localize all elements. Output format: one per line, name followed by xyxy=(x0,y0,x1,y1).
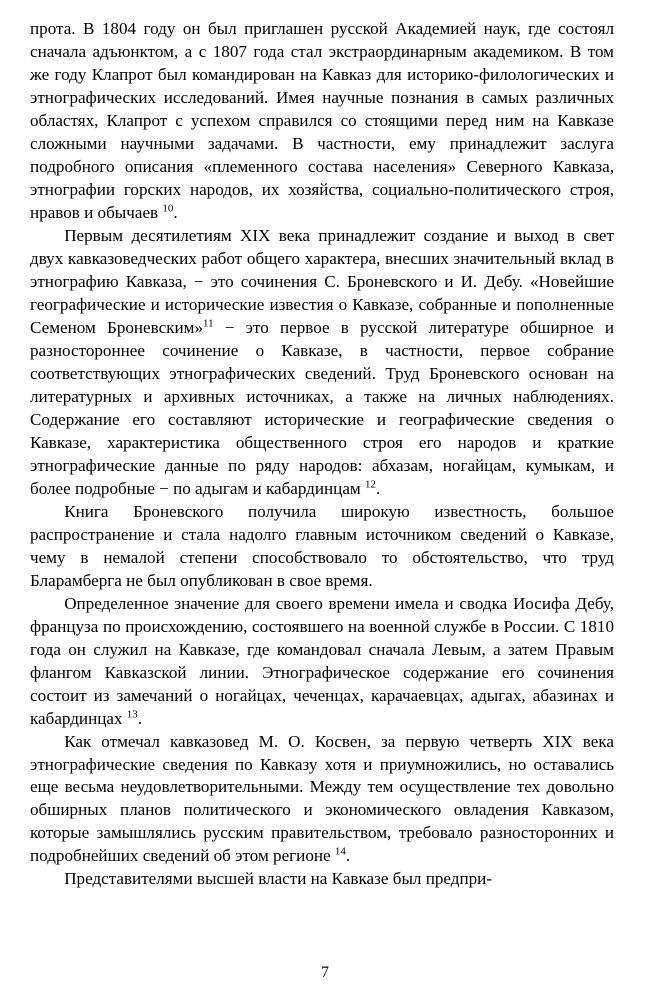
paragraph-4 xyxy=(30,593,614,731)
footnote-marker-13: 13 xyxy=(126,707,138,720)
paragraph-5-text: Как отмечал кавказовед М. О. Косвен, за первую четверть XIX века этнографические сведения по Кавказу хотя и приумножились, но оставались еще весьма неудовлетворительными. Между тем осуществление тех довольно обширных планов политического и экономического овладения Кавказом, которые замышлялись русским правительством, требовало разносторонних и подробнейших сведений об этом регионе xyxy=(30,731,614,866)
paragraph-2-text: Первым десятилетиям XIX века принадлежит создание и выход в свет двух кавказоведческих работ общего характера, внесших значительный вклад в этнографию Кавказа, − это сочинения С. Броневского и И. Дебу. «Новейшие географические и исторические известия о Кавказе, собранные и пополненные Семеном Броневским» xyxy=(30,225,614,337)
paragraph-1 xyxy=(30,18,614,225)
paragraph-1-text: прота. В 1804 году он был приглашен русской Академией наук, где состоял сначала адъюнктом, а с 1807 года стал экстраординарным академиком. В том же году Клапрот был командирован на Кавказ для историко-филологических и этнографических исследований. Имея научные познания в самых различных областях, Клапрот с успехом справился со стоящими перед ним на Кавказе сложными научными задачами. В частности, ему принадлежит заслуга подробного описания «племенного состава населения» Северного Кавказа, этнографии горских народов, их хозяйства, социально-политического строя, нравов и обычаев xyxy=(30,19,614,222)
page-number: 7 xyxy=(321,964,329,981)
footnote-marker-12: 12 xyxy=(365,478,376,490)
paragraph-3-text: Книга Броневского получила широкую известность, большое распространение и стала надолго главным источником сведений о Кавказе, чему в немалой степени способствовало то обстоятельство, что труд Бларамберга не был опубликован в свое время. xyxy=(30,501,614,590)
footnote-marker-11: 11 xyxy=(203,317,214,330)
footnote-marker-14: 14 xyxy=(334,845,346,858)
paragraph-3 xyxy=(30,501,614,593)
paragraph-1-tail: . xyxy=(173,202,178,222)
paragraph-6 xyxy=(30,868,614,891)
paragraph-5 xyxy=(30,731,614,869)
paragraph-4-text: Определенное значение для своего времени имела и сводка Иосифа Дебу, француза по происхождению, состоявшего на военной службе в России. С 1810 года он служил на Кавказе, где командовал сначала Левым, а затем Правым флангом Кавказской линии. Этнографическое содержание его сочинения состоит из замечаний о ногайцах, чеченцах, карачаевцах, адыгах, абазинах и кабардинцах xyxy=(30,593,614,728)
paragraph-6-text: Представителями высшей власти на Кавказе был предпри- xyxy=(64,869,493,889)
page-body xyxy=(30,18,614,891)
paragraph-4-tail: . xyxy=(137,708,143,728)
paragraph-2 xyxy=(30,225,614,501)
footnote-marker-10: 10 xyxy=(162,202,174,215)
paragraph-5-tail: . xyxy=(345,846,351,866)
paragraph-2-tail: − это первое в русской литературе обширное и разностороннее сочинение о Кавказе, в частности, первое собрание соответствующих этнографических сведений. Труд Броневского основан на литературных и архивных источниках, а также на личных наблюдениях. Содержание его составляют исторические и географические сведения о Кавказе, характеристика общественного строя его народов и краткие этнографические данные по ряду народов: абхазам, ногайцам, кумыкам, и более подробные − по адыгам и кабардинцам xyxy=(30,317,614,498)
paragraph-2-end: . xyxy=(375,478,381,498)
